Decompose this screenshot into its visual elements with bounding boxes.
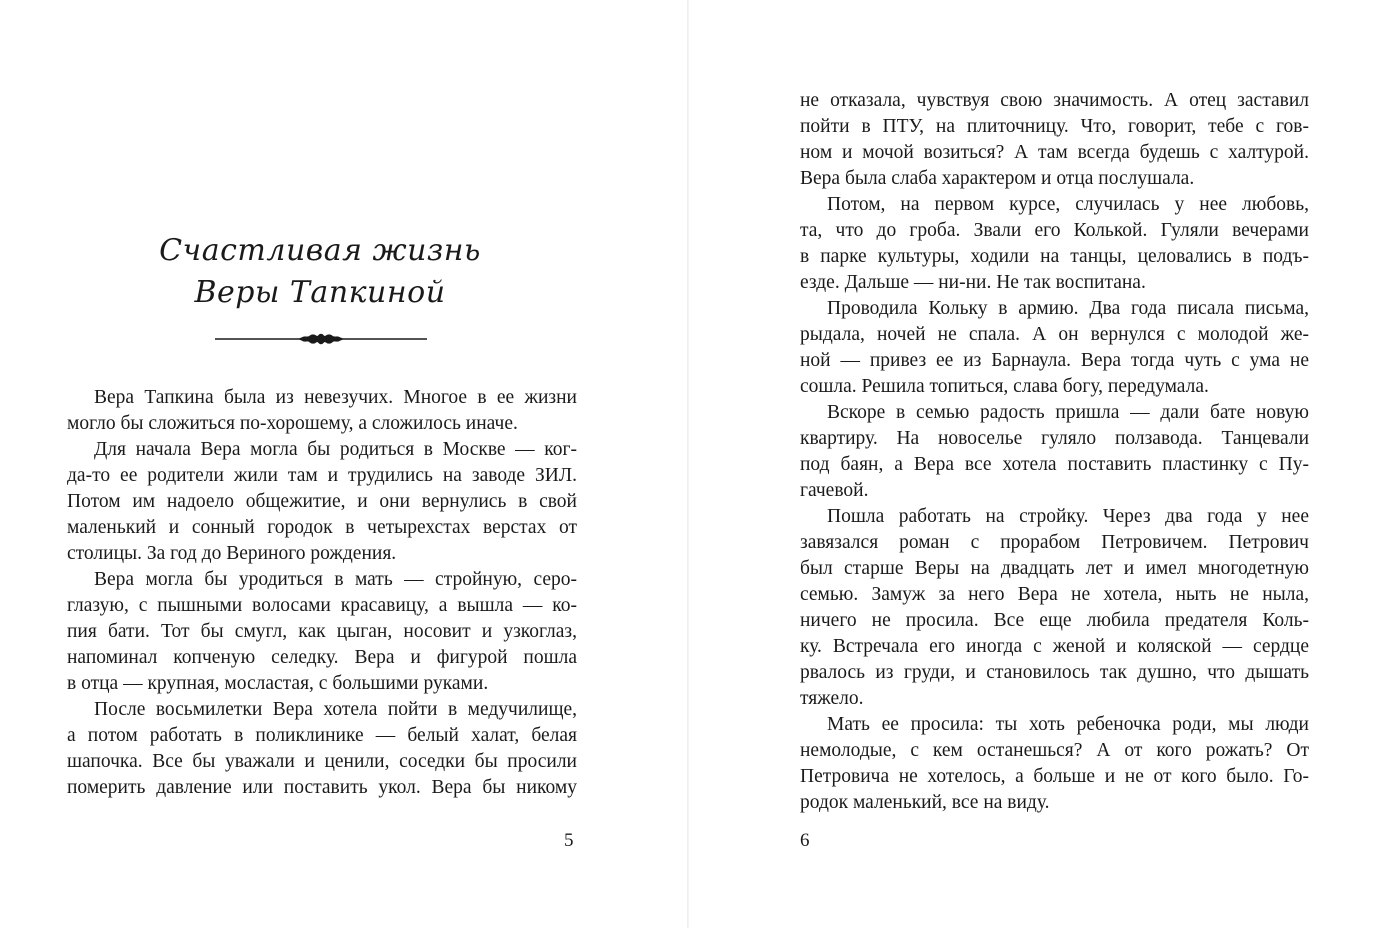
text-line: ном и мочой возиться? А там всегда будешь с халтурой. <box>800 142 1309 163</box>
chapter-title-line-2: Веры Тапкиной <box>194 275 446 310</box>
text-line: После восьмилетки Вера хотела пойти в медучилище, <box>94 699 577 720</box>
text-line: немолодые, с кем останешься? А от кого рожать? От <box>800 740 1309 761</box>
text-line: не отказала, чувствуя свою значимость. А отец заставил <box>800 90 1309 111</box>
text-line: Потом, на первом курсе, случилась у нее любовь, <box>827 194 1309 215</box>
text-line: та, что до гроба. Звали его Колькой. Гуляли вечерами <box>800 220 1309 241</box>
text-line: в отца — крупная, мосластая, с большими руками. <box>67 673 489 694</box>
text-line: глазую, с пышными волосами красавицу, а вышла — ко- <box>67 595 577 616</box>
text-line: завязался роман с прорабом Петровичем. Петрович <box>800 532 1309 553</box>
left-page <box>0 0 688 928</box>
text-line: езде. Дальше — ни-ни. Не так воспитана. <box>800 272 1146 293</box>
text-line: Для начала Вера могла бы родиться в Москве — ког- <box>94 439 577 460</box>
text-line: Вера была слаба характером и отца послушала. <box>800 168 1195 189</box>
text-line: пия бати. Тот бы смугл, как цыган, носовит и узкоглаз, <box>67 621 577 642</box>
text-line: Проводила Кольку в армию. Два года писала письма, <box>827 298 1309 319</box>
text-line: да-то ее родители жили там и трудились на заводе ЗИЛ. <box>67 465 577 486</box>
chapter-title <box>120 230 520 314</box>
text-line: квартиру. На новоселье гуляло ползавода. Танцевали <box>800 428 1309 449</box>
text-line: Потом им надоело общежитие, и они вернулись в свой <box>67 491 577 512</box>
page-number-right: 6 <box>800 830 810 851</box>
text-line: померить давление или поставить укол. Вера бы никому <box>67 777 577 798</box>
text-line: рвалось из груди, и становилось так душно, что дышать <box>800 662 1309 683</box>
text-line: напоминал копченую селедку. Вера и фигурой пошла <box>67 647 577 668</box>
text-line: ной — привез ее из Барнаула. Вера тогда чуть с ума не <box>800 350 1309 371</box>
text-line: был старше Веры на двадцать лет и имел многодетную <box>800 558 1309 579</box>
right-page <box>689 0 1379 928</box>
text-line: родок маленький, все на виду. <box>800 792 1050 813</box>
left-page-text <box>67 385 577 801</box>
text-line: Вера могла бы уродиться в мать — стройную, серо- <box>94 569 577 590</box>
text-line: Вера Тапкина была из невезучих. Многое в ее жизни <box>94 387 577 408</box>
text-line: а потом работать в поликлинике — белый халат, белая <box>67 725 577 746</box>
text-line: столицы. За год до Вериного рождения. <box>67 543 397 564</box>
flourish-divider-icon <box>215 330 427 348</box>
text-line: Пошла работать на стройку. Через два года у нее <box>827 506 1309 527</box>
chapter-title-line-1: Счастливая жизнь <box>159 233 481 268</box>
text-line: сошла. Решила топиться, слава богу, передумала. <box>800 376 1209 397</box>
text-line: в парке культуры, ходили на танцы, целовались в подъ- <box>800 246 1309 267</box>
text-line: ничего не просила. Все еще любила предателя Коль- <box>800 610 1309 631</box>
text-line: семью. Замуж за него Вера не хотела, ныть не ныла, <box>800 584 1309 605</box>
text-line: рыдала, ночей не спала. А он вернулся с молодой же- <box>800 324 1309 345</box>
text-line: Вскоре в семью радость пришла — дали бате новую <box>827 402 1309 423</box>
text-line: пойти в ПТУ, на плиточницу. Что, говорит, тебе с гов- <box>800 116 1309 137</box>
page-number-left: 5 <box>564 830 574 851</box>
right-page-text <box>800 88 1309 816</box>
text-line: маленький и сонный городок в четырехстах верстах от <box>67 517 577 538</box>
text-line: Петровича не хотелось, а больше и не от кого было. Го- <box>800 766 1309 787</box>
text-line: гачевой. <box>800 480 869 501</box>
text-line: под баян, а Вера все хотела поставить пластинку с Пу- <box>800 454 1309 475</box>
text-line: Мать ее просила: ты хоть ребеночка роди, мы люди <box>827 714 1309 735</box>
text-line: тяжело. <box>800 688 864 709</box>
text-line: шапочка. Все бы уважали и ценили, соседки бы просили <box>67 751 577 772</box>
text-line: могло бы сложиться по-хорошему, а сложилось иначе. <box>67 413 518 434</box>
text-line: ку. Встречала его иногда с женой и коляской — сердце <box>800 636 1309 657</box>
